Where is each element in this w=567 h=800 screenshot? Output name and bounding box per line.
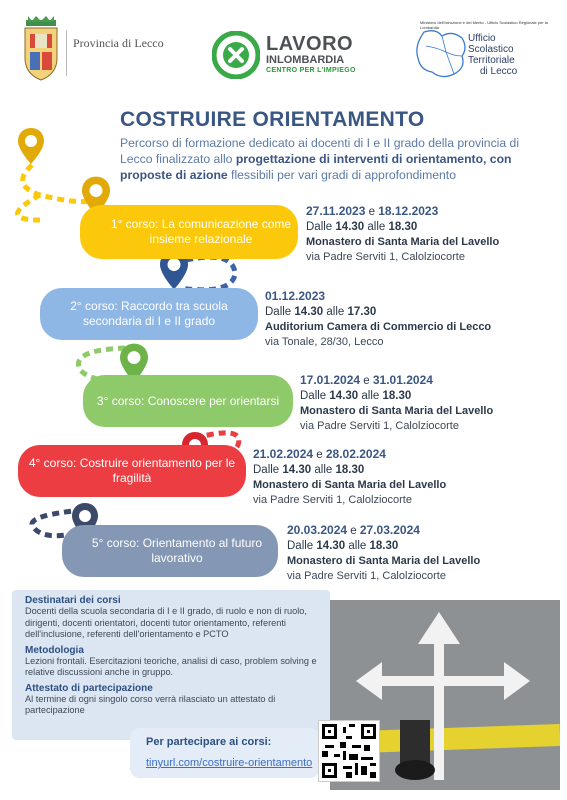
course-5-date-b: 27.03.2024 <box>359 523 420 537</box>
course-1-date-a: 27.11.2023 <box>306 204 366 218</box>
ust-line1: Ufficio <box>468 33 496 44</box>
course-2-pill <box>40 288 258 340</box>
participate-heading: Per partecipare ai corsi: <box>146 736 272 748</box>
course-3-time-mid: alle <box>358 390 383 402</box>
course-1-time-mid: alle <box>364 221 389 233</box>
course-1-place: Monastero di Santa Maria del Lavello <box>306 236 500 248</box>
lavoro-logo-icon <box>212 31 260 79</box>
course-4-date-b: 28.02.2024 <box>325 447 386 461</box>
course-4-time-mid: alle <box>311 464 336 476</box>
location-pin-icon <box>18 128 44 164</box>
course-2-time-mid: alle <box>323 306 348 318</box>
course-4-place: Monastero di Santa Maria del Lavello <box>253 479 447 491</box>
course-2-time-pre: Dalle <box>265 306 295 318</box>
course-2-date-a: 01.12.2023 <box>265 289 326 303</box>
course-5-time-from: 14.30 <box>316 540 346 552</box>
provincia-crest-icon <box>22 16 60 82</box>
lavoro-centro: CENTRO PER L'IMPIEGO <box>266 67 356 74</box>
destinatari-heading: Destinatari dei corsi <box>25 595 121 606</box>
course-5-info <box>287 523 480 584</box>
participate-link[interactable]: tinyurl.com/costruire-orientamento <box>146 757 313 769</box>
course-1-time-to: 18.30 <box>388 221 418 233</box>
provincia-label: Provincia di Lecco <box>73 36 164 50</box>
course-4-date-join: e <box>313 449 326 461</box>
course-3-time-to: 18.30 <box>382 390 412 402</box>
course-3-place: Monastero di Santa Maria del Lavello <box>300 405 494 417</box>
course-4-time-from: 14.30 <box>282 464 312 476</box>
course-5-time-mid: alle <box>345 540 370 552</box>
course-5-time-to: 18.30 <box>369 540 399 552</box>
lombardia-map-icon <box>412 26 472 82</box>
metodologia-heading: Metodologia <box>25 644 84 656</box>
attestato-heading: Attestato di partecipazione <box>25 682 153 694</box>
course-5-place: Monastero di Santa Maria del Lavello <box>287 555 481 567</box>
course-2-info <box>265 289 491 350</box>
course-2-address: via Tonale, 28/30, Lecco <box>265 336 384 348</box>
info-content <box>25 595 325 717</box>
course-3-date-join: e <box>360 375 373 387</box>
course-1-info <box>306 204 499 265</box>
intro-part1: Percorso di formazione dedicato ai docenti di I e II grado della provincia di Lecco finalizzato allo <box>120 136 520 166</box>
course-3-info <box>300 373 493 434</box>
course-4-date-a: 21.02.2024 <box>253 447 314 461</box>
course-1-time-from: 14.30 <box>335 221 365 233</box>
course-4-info <box>253 447 446 508</box>
page-title: COSTRUIRE ORIENTAMENTO <box>120 108 425 131</box>
course-5-time-pre: Dalle <box>287 540 317 552</box>
course-1-time-pre: Dalle <box>306 221 336 233</box>
course-5-date-join: e <box>347 525 360 537</box>
course-1-address: via Padre Serviti 1, Calolziocorte <box>306 251 465 263</box>
ust-line2: Scolastico <box>468 44 514 55</box>
course-5-label: 5° corso: Orientamento al futuro lavorativo <box>91 536 263 565</box>
ust-line3: Territoriale <box>468 55 515 66</box>
attestato-text: Al termine di ogni singolo corso verrà rilasciato un attestato di partecipazione <box>25 693 276 715</box>
course-3-address: via Padre Serviti 1, Calolziocorte <box>300 420 459 432</box>
header-divider <box>66 30 67 76</box>
ust-label <box>468 33 517 77</box>
course-5-date-a: 20.03.2024 <box>287 523 348 537</box>
course-4-time-to: 18.30 <box>335 464 365 476</box>
course-1-label: 1° corso: La comunicazione come insieme relazionale <box>110 217 292 246</box>
course-1-pill <box>80 205 298 259</box>
course-2-label: 2° corso: Raccordo tra scuola secondaria di I e II grado <box>70 299 228 328</box>
course-4-address: via Padre Serviti 1, Calolziocorte <box>253 494 412 506</box>
course-4-pill <box>18 445 246 497</box>
course-3-time-from: 14.30 <box>329 390 359 402</box>
course-2-time-to: 17.30 <box>347 306 377 318</box>
course-3-time-pre: Dalle <box>300 390 330 402</box>
ust-line4: di Lecco <box>480 66 518 77</box>
course-1-date-b: 18.12.2023 <box>378 204 439 218</box>
course-2-time-from: 14.30 <box>294 306 324 318</box>
lavoro-subtitle: INLOMBARDIA <box>266 54 345 66</box>
destinatari-text: Docenti della scuola secondaria di I e II grado, di ruolo e non di ruolo, dirigenti, docenti orientatori, docenti tutor orientamento, referenti dell'inclusione, referenti dell'orientamento e PCTO <box>25 606 307 639</box>
course-4-label: 4° corso: Costruire orientamento per le fragilità <box>28 456 236 485</box>
course-3-label: 3° corso: Conoscere per orientarsi <box>96 393 280 408</box>
metodologia-text: Lezioni frontali. Esercitazioni teoriche, analisi di caso, problem solving e relative discussioni anche in gruppo. <box>25 655 317 677</box>
course-3-date-a: 17.01.2024 <box>300 373 361 387</box>
course-5-pill <box>62 525 278 577</box>
course-2-place: Auditorium Camera di Commercio di Lecco <box>265 321 492 333</box>
course-1-date-join: e <box>365 206 379 218</box>
course-5-address: via Padre Serviti 1, Calolziocorte <box>287 570 446 582</box>
course-3-date-b: 31.01.2024 <box>372 373 433 387</box>
intro-part2: flessibili per vari gradi di approfondimento <box>227 168 456 182</box>
intro-bold: progettazione di interventi di orientamento, con proposte di azione <box>120 152 512 182</box>
course-4-time-pre: Dalle <box>253 464 283 476</box>
course-3-pill <box>83 375 293 427</box>
lavoro-title: LAVORO <box>266 33 354 55</box>
ministry-label: Ministero dell'Istruzione e del Merito - Ufficio Scolastico Regionale per la Lombardia <box>420 20 548 30</box>
qr-code-icon[interactable] <box>318 720 380 782</box>
